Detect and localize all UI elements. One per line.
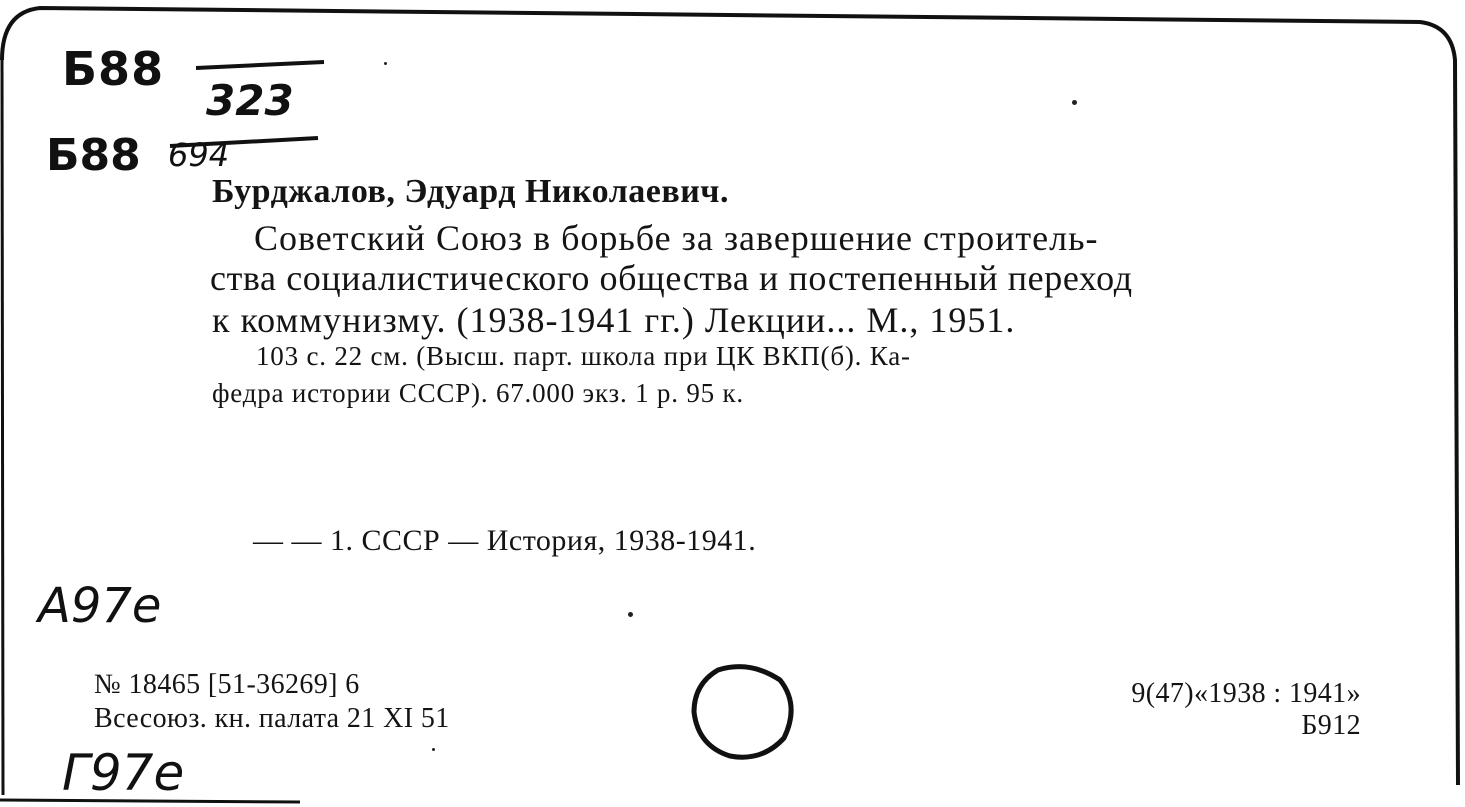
scan-speck [432,748,435,751]
title-line-1: Советский Союз в борьбе за завершение строитель- [254,218,1099,258]
scan-speck [628,612,633,617]
handwritten-call-number-1-suffix: 323 [206,76,294,125]
title-line-3: к коммунизму. (1938-1941 гг.) Лекции... М., 1951. [212,300,1016,340]
handwritten-call-number-2: Б88 [46,130,141,181]
scan-speck [1072,100,1077,105]
description-line-2: федра истории СССР). 67.000 экз. 1 р. 95 к. [212,378,744,408]
handwritten-call-number-2-suffix: 694 [168,136,230,174]
title-line-2: ства социалистического общества и постепенный переход [210,258,1133,298]
handwritten-mark-g: Г97е [62,744,185,802]
card-hole-mark [680,660,810,770]
classification-code: 9(47)«1938 : 1941» [1131,678,1361,709]
handwritten-call-number-1: Б88 [62,42,165,96]
handwritten-mark-a: А97е [38,578,162,634]
author-mark: Б912 [1301,710,1361,741]
record-number: № 18465 [51-36269] 6 [94,669,360,700]
subject-entry: — — 1. СССР — История, 1938-1941. [253,524,757,557]
description-line-1: 103 с. 22 см. (Высш. парт. школа при ЦК ВКП(б). Ка- [256,341,911,371]
scan-speck [384,62,387,65]
author-heading: Бурджалов, Эдуард Николаевич. [212,173,729,210]
chamber-line: Всесоюз. кн. палата 21 XI 51 [94,703,450,734]
